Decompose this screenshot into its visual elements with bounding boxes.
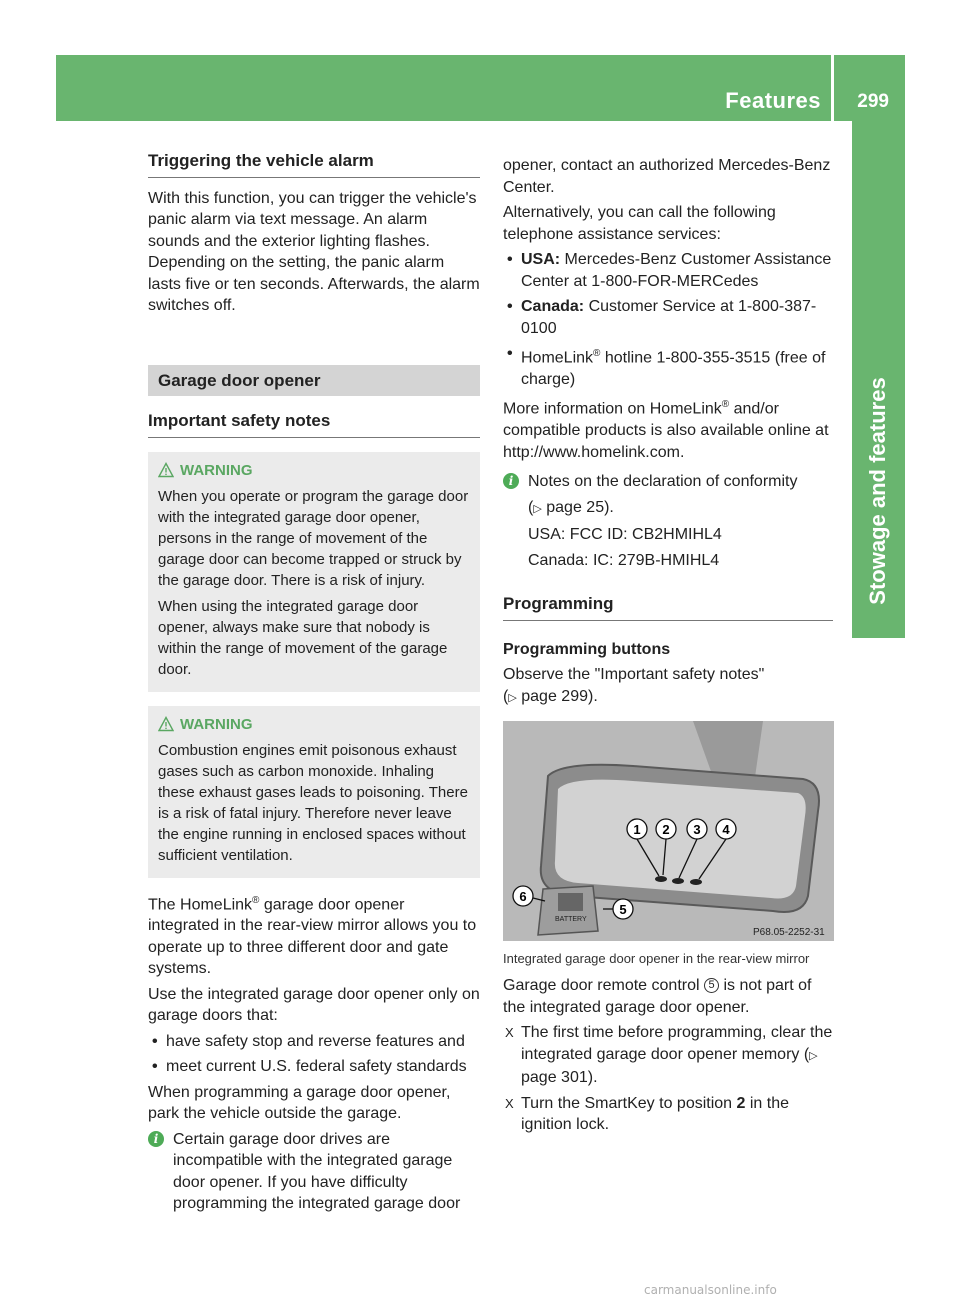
alarm-heading: Triggering the vehicle alarm (148, 150, 480, 178)
header-divider (831, 55, 834, 121)
figure-caption: Integrated garage door opener in the rear-view mirror (503, 951, 810, 967)
callout-1 (627, 819, 647, 839)
list-item: • HomeLink® hotline 1-800-355-3515 (free of charge) (503, 343, 833, 390)
mirror-figure (503, 721, 834, 941)
warning-text: Combustion engines emit poisonous exhaust gases such as carbon monoxide. Inhaling these exhaust gases leads to poisoning. There is a risk of fatal injury. Therefore never leave the engine running in enclosed spaces without sufficient ventilation. (158, 741, 468, 864)
page-reference[interactable]: (▷ page 299). (503, 687, 598, 705)
fcc-id: USA: FCC ID: CB2HMIHL4 (528, 526, 722, 544)
list-item: • meet current U.S. federal safety standards (148, 1056, 480, 1078)
use-text: Use the integrated garage door opener only on garage doors that: (148, 985, 480, 1025)
callout-5 (613, 899, 633, 919)
info-line: Notes on the declaration of conformity (528, 473, 798, 491)
ic-id: Canada: IC: 279B-HMIHL4 (528, 551, 720, 569)
page-ref-arrow: ▷ (809, 1049, 818, 1062)
safety-heading: Important safety notes (148, 410, 480, 438)
remote-note: Garage door remote control 5 is not part of the integrated garage door opener. (503, 977, 812, 1016)
page-reference[interactable]: page 301). (521, 1069, 598, 1087)
info-note (503, 471, 833, 571)
callout-2 (656, 819, 676, 839)
info-note (148, 1129, 480, 1215)
programming-heading: Programming (503, 593, 833, 621)
warning-label: WARNING (180, 715, 253, 733)
figure-code: P68.05-2252-31 (753, 927, 825, 939)
header-bar (56, 55, 905, 121)
callout-6 (513, 886, 533, 906)
page-ref-arrow: ▷ (508, 691, 517, 704)
callout-4 (716, 819, 736, 839)
svg-text:1: 1 (633, 822, 641, 838)
observe-text: Observe the "Important safety notes" (503, 666, 765, 684)
chapter-tab (852, 121, 905, 638)
info-text: Certain garage door drives are incompatible with the integrated garage door opener. If you have difficulty programming the integrated garage door (173, 1130, 461, 1213)
instruction-step: X Turn the SmartKey to position 2 in the ignition lock. (505, 1094, 790, 1134)
mirror-illustration (503, 721, 834, 941)
warning-box-exhaust (148, 706, 480, 878)
warning-triangle-icon (158, 462, 174, 478)
list-item: • Canada: Customer Service at 1-800-387-0100 (503, 296, 833, 339)
park-text: When programming a garage door opener, park the vehicle outside the garage. (148, 1083, 451, 1123)
svg-text:2: 2 (662, 822, 670, 838)
warning-text: When you operate or program the garage door with the integrated garage door opener, persons in the range of movement of the garage door can become trapped or struck by the garage door. There is a risk of injury. (158, 487, 469, 589)
warning-label: WARNING (180, 461, 253, 479)
page-reference[interactable]: (▷ page 25). (528, 498, 614, 516)
battery-label: BATTERY (555, 916, 587, 924)
page-number: 299 (857, 91, 889, 112)
svg-text:3: 3 (693, 822, 701, 838)
svg-text:6: 6 (519, 889, 527, 905)
svg-text:5: 5 (619, 902, 627, 918)
chapter-label: Stowage and features (865, 377, 890, 605)
alternative-text: Alternatively, you can call the following telephone assistance services: (503, 204, 776, 243)
info-icon: i (503, 473, 519, 489)
warning-text: When using the integrated garage door opener, always make sure that nobody is within the range of movement of the garage door. (158, 597, 448, 678)
alarm-intro: With this function, you can trigger the vehicle's panic alarm via text message. An alarm sounds and the exterior lighting flashes. Depending on the setting, the panic alarm lasts five or ten seconds. Afterwards, the alarm switches off. (148, 189, 480, 314)
list-item: • have safety stop and reverse features and (148, 1031, 480, 1053)
garage-band: Garage door opener (148, 365, 480, 397)
more-info-text: More information on HomeLink® and/or compatible products is also available online at http://www.homelink.com. (503, 399, 829, 461)
left-column (148, 150, 480, 1215)
homelink-paragraph: The HomeLink® garage door opener integrated in the rear-view mirror allows you to operate up to three different door and gate systems. (148, 894, 477, 978)
watermark: carmanualsonline.info (644, 1283, 777, 1297)
step-arrow-icon: X (505, 1025, 514, 1041)
programming-buttons-heading: Programming buttons (503, 640, 671, 658)
svg-text:4: 4 (722, 822, 730, 838)
callout-3 (687, 819, 707, 839)
warning-triangle-icon (158, 716, 174, 732)
continued-text: opener, contact an authorized Mercedes-Benz Center. (503, 157, 831, 196)
section-title: Features (725, 88, 821, 113)
warning-box-injury (148, 452, 480, 692)
callout-ref: 5 (704, 978, 719, 993)
right-column (503, 155, 833, 1140)
list-item: • USA: Mercedes-Benz Customer Assistance Center at 1-800-FOR-MERCedes (503, 249, 833, 292)
info-icon: i (148, 1131, 164, 1147)
step-arrow-icon: X (505, 1095, 514, 1111)
instruction-step: X The first time before programming, clear the integrated garage door opener memory (▷ page 301). (505, 1024, 833, 1087)
page-ref-arrow: ▷ (533, 502, 542, 515)
